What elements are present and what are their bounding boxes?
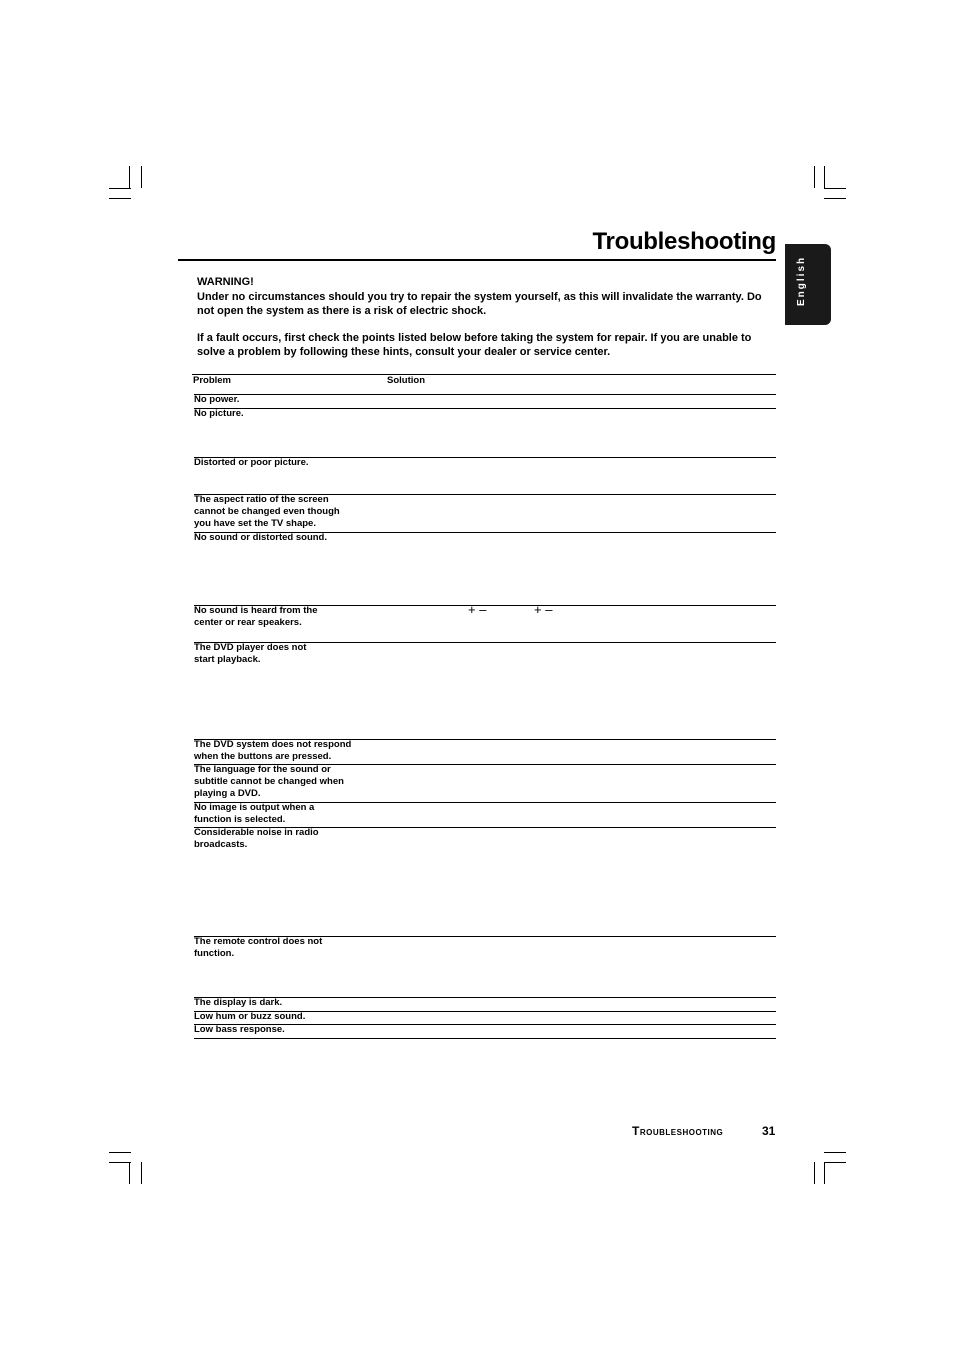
crop-mark xyxy=(141,166,142,188)
crop-mark xyxy=(129,1162,130,1184)
crop-mark xyxy=(109,1162,131,1163)
table-row-problem: The language for the sound or subtitle cannot be changed when playing a DVD. xyxy=(194,764,344,799)
crop-mark xyxy=(824,1162,846,1163)
intro-text: If a fault occurs, first check the points listed below before taking the system for repair. If you are unable to solve a problem by following these hints, consult your dealer or service center. xyxy=(197,332,752,358)
table-row-problem: No picture. xyxy=(194,408,244,419)
page-number: 31 xyxy=(762,1124,776,1138)
crop-mark xyxy=(824,198,846,199)
crop-mark xyxy=(109,188,131,189)
table-row-problem: No sound or distorted sound. xyxy=(194,532,327,543)
table-row-problem: No sound is heard from the center or rear speakers. xyxy=(194,605,318,628)
table-row-problem: The DVD system does not respond when the buttons are pressed. xyxy=(194,739,352,762)
table-row-problem: The remote control does not function. xyxy=(194,936,323,959)
crop-mark xyxy=(824,166,825,188)
column-header-solution: Solution xyxy=(387,375,425,386)
table-row-problem: Low hum or buzz sound. xyxy=(194,1011,306,1022)
table-row-problem: Considerable noise in radio broadcasts. xyxy=(194,827,319,850)
crop-mark xyxy=(109,1152,131,1153)
crop-mark xyxy=(141,1162,142,1184)
speaker-polarity-glyph: + – xyxy=(534,602,553,617)
crop-mark xyxy=(824,1162,825,1184)
column-header-problem: Problem xyxy=(193,375,232,386)
crop-mark xyxy=(109,198,131,199)
table-row-problem: The DVD player does not start playback. xyxy=(194,642,307,665)
language-tab-label: English xyxy=(796,255,807,306)
title-rule xyxy=(178,259,776,261)
table-row-problem: Low bass response. xyxy=(194,1024,285,1035)
warning-heading: WARNING! xyxy=(197,276,254,288)
crop-mark xyxy=(129,166,130,188)
table-rule xyxy=(194,1038,776,1039)
crop-mark xyxy=(814,1162,815,1184)
table-row-problem: No image is output when a function is selected. xyxy=(194,802,315,825)
page-title: Troubleshooting xyxy=(592,228,776,255)
table-row-problem: The aspect ratio of the screen cannot be changed even though you have set the TV shape. xyxy=(194,494,340,529)
speaker-polarity-glyph: + – xyxy=(468,602,487,617)
footer-title: Troubleshooting xyxy=(632,1124,724,1138)
table-row-problem: The display is dark. xyxy=(194,997,283,1008)
table-rule xyxy=(192,374,776,375)
table-row-problem: Distorted or poor picture. xyxy=(194,457,309,468)
table-row-problem: No power. xyxy=(194,394,240,405)
warning-text: Under no circumstances should you try to repair the system yourself, as this will invalidate the warranty. Do not open the system as there is a risk of electric shock. xyxy=(197,291,762,317)
crop-mark xyxy=(824,1152,846,1153)
crop-mark xyxy=(814,166,815,188)
language-tab xyxy=(785,244,831,325)
crop-mark xyxy=(824,188,846,189)
